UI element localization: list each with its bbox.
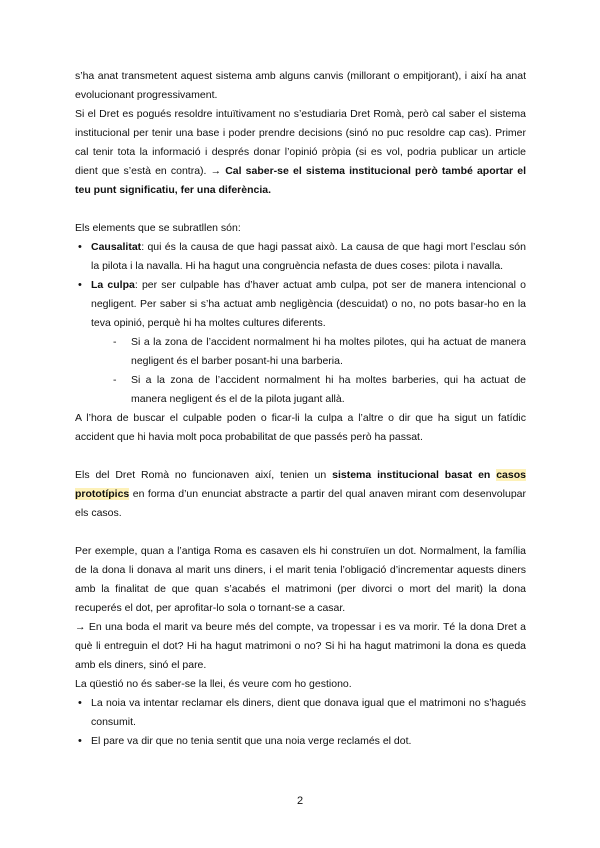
highlighted-casos-prototipics: casos prototípics <box>75 469 526 500</box>
culpa-title: La culpa <box>91 279 135 291</box>
dret-roma-start: Els del Dret Romà no funcionaven així, tenien un <box>75 469 333 481</box>
paragraph-dret-text: Si el Dret es pogués resoldre intuïtivament no s’estudiaria Dret Romà, però cal saber el sistema institucional per tenir una base i poder prendre decisions (sinó no puc resoldre cap cas). Primer cal tenir tota la informació i després donar l’opinió pròpia (si es vol, podria publicar un article dient que s’està en contra). → <box>75 108 526 177</box>
paragraph-boda: → En una boda el marit va beure més del compte, va tropessar i es va morir. Té la dona Dret a què li entreguin el dot? Hi ha hagut matrimoni o no? Si hi ha hagut matrimoni la dona es queda amb els diners, sinó el pare. <box>75 621 526 671</box>
culpa-sublist <box>91 333 526 409</box>
paragraph-dret <box>75 105 526 200</box>
paragraph-dret-emphasis: Cal saber-se el sistema institucional però també aportar el teu punt significatiu, fer una diferència. <box>75 165 526 196</box>
spacer <box>75 200 526 219</box>
paragraph-culpable: A l’hora de buscar el culpable poden o ficar-li la culpa a l’altre o dir que ha sigut un fatídic accident que hi havia molt poca probabilitat de que passés però ha passat. <box>75 412 526 443</box>
causalitat-title: Causalitat <box>91 241 142 253</box>
dret-roma-end: en forma d’un enunciat abstracte a partir del qual anaven mirant com desenvolupar els casos. <box>75 488 526 519</box>
case-list <box>75 694 526 751</box>
elements-list <box>75 238 526 409</box>
culpa-text: : per ser culpable has d’haver actuat amb culpa, pot ser de manera intencional o negligent. Per saber si s’ha actuat amb negligència (descuidat) o no, no pots basar-ho en la teva opinió, perquè hi ha moltes cultures diferents. <box>91 279 526 329</box>
sublist-item-barberies: - Si a la zona de l’accident normalment hi ha moltes barberies, qui ha actuat de manera negligent és el de la pilota jugant allà. <box>91 371 526 409</box>
paragraph-intro: s’ha anat transmetent aquest sistema amb alguns canvis (millorant o empitjorant), i així ha anat evolucionant progressivament. <box>75 70 526 101</box>
dret-roma-bold: sistema institucional basat en <box>332 469 497 481</box>
list-item-causalitat <box>75 238 526 276</box>
causalitat-text: : qui és la causa de que hagi passat això. La causa de que hagi mort l’esclau són la pilota i la navalla. Hi ha hagut una congruència nefasta de dues coses: pilota i navalla. <box>91 241 526 272</box>
elements-intro: Els elements que se subratllen són: <box>75 222 241 234</box>
spacer <box>75 447 526 466</box>
paragraph-dret-roma <box>75 466 526 523</box>
sublist-item-pilotes: - Si a la zona de l’accident normalment hi ha moltes pilotes, qui ha actuat de manera negligent és el barber posant-hi una barberia. <box>91 333 526 371</box>
list-item-pare: • El pare va dir que no tenia sentit que una noia verge reclamés el dot. <box>75 732 526 751</box>
list-item-culpa <box>75 276 526 409</box>
paragraph-questio: La qüestió no és saber-se la llei, és veure com ho gestiono. <box>75 678 352 690</box>
spacer <box>75 523 526 542</box>
list-item-noia: • La noia va intentar reclamar els diners, dient que donava igual que el matrimoni no s’hagués consumit. <box>75 694 526 732</box>
page-content <box>75 67 526 751</box>
page-number: 2 <box>296 795 304 807</box>
paragraph-exemple: Per exemple, quan a l’antiga Roma es casaven els hi construïen un dot. Normalment, la família de la dona li donava al marit uns diners, i el marit tenia l’obligació d’incrementar aquests diners amb la finalitat de que quan s’acabés el matrimoni (per divorci o mort del marit) la dona recuperés el dot, per aprofitar-lo sola o tornant-se a casar. <box>75 545 526 614</box>
